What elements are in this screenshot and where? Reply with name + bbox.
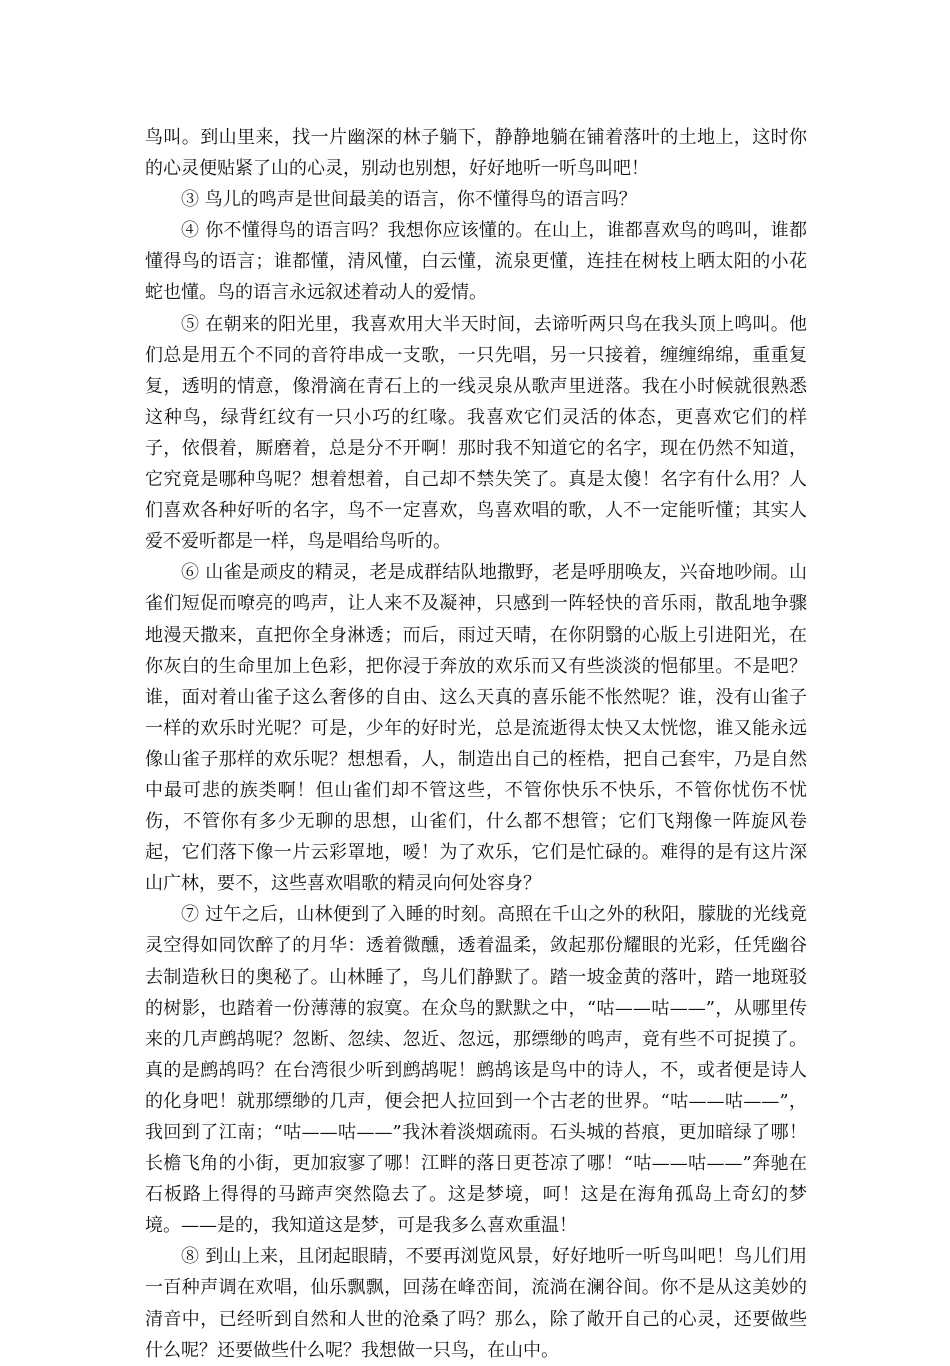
paragraph-8: ⑧ 到山上来，且闭起眼睛，不要再浏览风景，好好地听一听鸟叫吧！鸟儿们用一百种声调在欢唱，仙乐飘飘，回荡在峰峦间，流淌在澜谷间。你不是从这美妙的清音中，已经听到自然和人世的沧桑了吗？那么，除了敞开自己的心灵，还要做些什么呢？还要做些什么呢？我想做一只鸟，在山中。 — [145, 1246, 807, 1361]
paragraph-7: ⑦ 过午之后，山林便到了入睡的时刻。高照在千山之外的秋阳，朦胧的光线竟灵空得如同饮醉了的月华：透着微醺，透着温柔，敛起那份耀眼的光彩，任凭幽谷去制造秋日的奥秘了。山林睡了，鸟儿们静默了。踏一坡金黄的落叶，踏一地斑驳的树影，也踏着一份薄薄的寂寞。在众鸟的默默之中，“咕——咕——”，从哪里传来的几声鹧鸪呢？忽断、忽续、忽近、忽远，那缥缈的鸣声，竟有些不可捉摸了。真的是鹧鸪吗？在台湾很少听到鹧鸪呢！鹧鸪该是鸟中的诗人，不，或者便是诗人的化身吧！就那缥缈的几声，便会把人拉回到一个古老的世界。“咕——咕——”，我回到了江南；“咕——咕——”我沐着淡烟疏雨。石头城的苔痕，更加暗绿了哪！长檐飞角的小街，更加寂寥了哪！江畔的落日更苍凉了哪！“咕——咕——”奔驰在石板路上得得的马蹄声突然隐去了。这是梦境，呵！这是在海角孤岛上奇幻的梦境。——是的，我知道这是梦，可是我多么喜欢重温！ — [145, 904, 807, 1237]
paragraph-4: ④ 你不懂得鸟的语言吗？我想你应该懂的。在山上，谁都喜欢鸟的鸣叫，谁都懂得鸟的语言；谁都懂，清风懂，白云懂，流泉更懂，连挂在树枝上晒太阳的小花蛇也懂。鸟的语言永远叙述着动人的爱情。 — [145, 220, 807, 304]
paragraph-3: ③ 鸟儿的鸣声是世间最美的语言，你不懂得鸟的语言吗？ — [181, 189, 637, 211]
paragraph-5: ⑤ 在朝来的阳光里，我喜欢用大半天时间，去谛听两只鸟在我头顶上鸣叫。他们总是用五个不同的音符串成一支歌，一只先唱，另一只接着，缠缠绵绵，重重复复，透明的情意，像滑滴在青石上的一线灵泉从歌声里迸落。我在小时候就很熟悉这种鸟，绿背红纹有一只小巧的红喙。我喜欢它们灵活的体态，更喜欢它们的样子，依偎着，厮磨着，总是分不开啊！那时我不知道它的名字，现在仍然不知道，它究竟是哪种鸟呢？想着想着，自己却不禁失笑了。真是太傻！名字有什么用？人们喜欢各种好听的名字，鸟不一定喜欢，鸟喜欢唱的歌，人不一定能听懂；其实人爱不爱听都是一样，鸟是唱给鸟听的。 — [145, 313, 807, 553]
paragraph-continued: 鸟叫。到山里来，找一片幽深的林子躺下，静静地躺在铺着落叶的土地上，这时你的心灵便贴紧了山的心灵，别动也别想，好好地听一听鸟叫吧！ — [145, 127, 807, 180]
paragraph-6: ⑥ 山雀是顽皮的精灵，老是成群结队地撒野，老是呼朋唤友，兴奋地吵闹。山雀们短促而嘹亮的鸣声，让人来不及凝神，只感到一阵轻快的音乐雨，散乱地争骤地漫天撒来，直把你全身淋透；而后，雨过天晴，在你阴翳的心版上引进阳光，在你灰白的生命里加上色彩，把你浸于奔放的欢乐而又有些淡淡的悒郁里。不是吧？谁，面对着山雀子这么奢侈的自由、这么天真的喜乐能不怅然呢？谁，没有山雀子一样的欢乐时光呢？可是，少年的好时光，总是流逝得太快又太恍惚，谁又能永远像山雀子那样的欢乐呢？想想看，人，制造出自己的桎梏，把自己套牢，乃是自然中最可悲的族类啊！但山雀们却不管这些，不管你快乐不快乐，不管你忧伤不忧伤，不管你有多少无聊的思想，山雀们，什么都不想管；它们飞翔像一阵旋风卷起，它们落下像一片云彩罩地，嗳！为了欢乐，它们是忙碌的。难得的是有这片深山广林，要不，这些喜欢唱歌的精灵向何处容身？ — [145, 562, 807, 895]
essay-text-body — [145, 122, 807, 1366]
